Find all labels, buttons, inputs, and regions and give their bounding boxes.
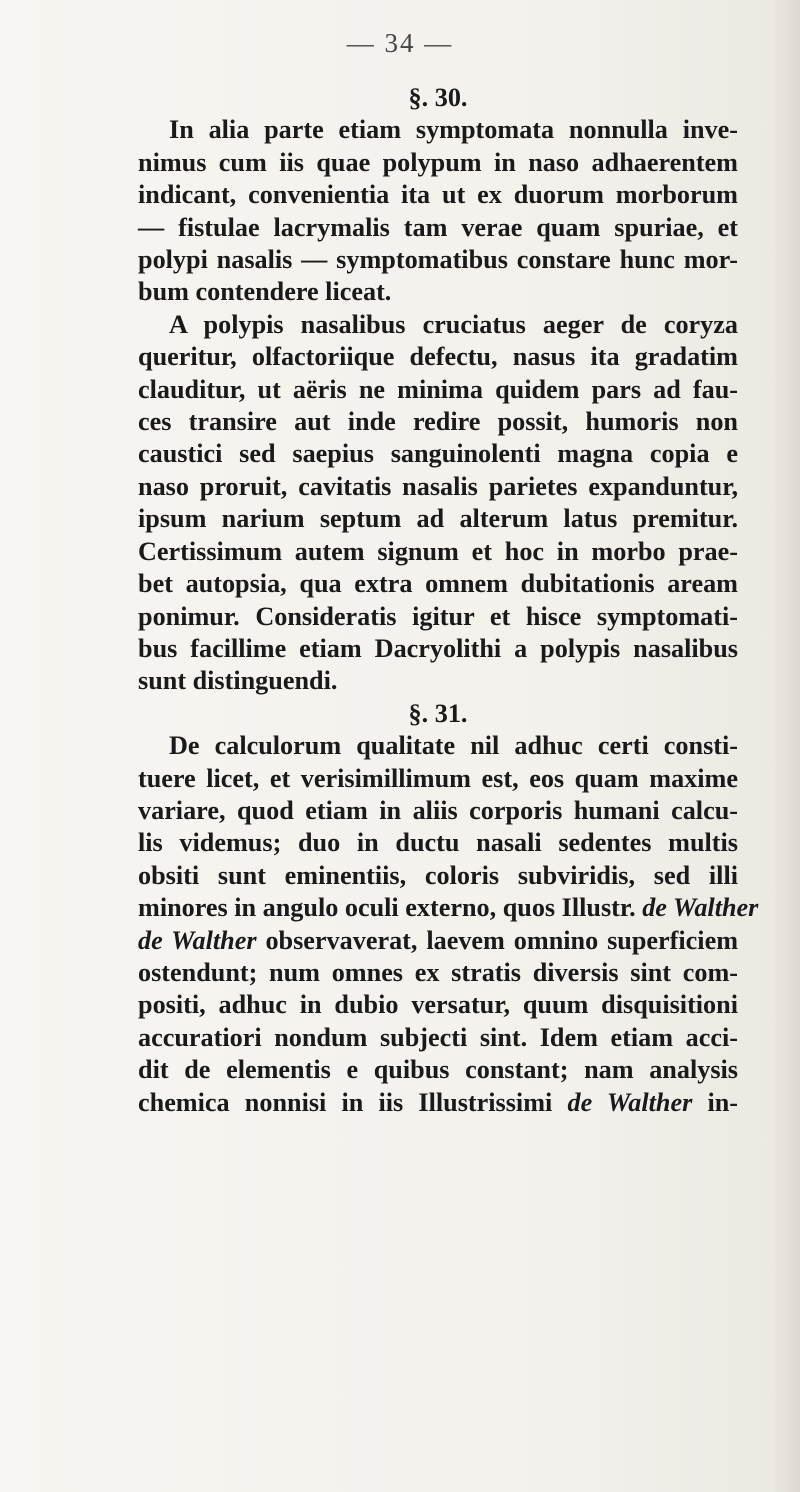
author-name: de Walther (642, 893, 759, 923)
text-line: ponimur. Consideratis igitur et hisce symptomati- (138, 601, 738, 631)
section-31-heading: §. 31. (408, 698, 468, 728)
text-line: ipsum narium septum ad alterum latus premitur. (138, 504, 738, 534)
text-line: caustici sed saepius sanguinolenti magna copia e (138, 439, 738, 469)
text-line: dit de elementis e quibus constant; nam analysis (138, 1055, 738, 1085)
text-line: polypi nasalis — symptomatibus constare hunc mor- (138, 245, 738, 275)
text-segment: chemica nonnisi in iis Illustrissimi (138, 1087, 553, 1117)
page-number: — 34 — (346, 28, 454, 58)
text-line: bet autopsia, qua extra omnem dubitationis aream (138, 569, 738, 599)
text-line: A polypis nasalibus cruciatus aeger de coryza (169, 309, 738, 339)
text-line: naso proruit, cavitatis nasalis parietes expanduntur, (138, 471, 738, 501)
text-line-with-name (138, 892, 759, 924)
text-line: lis videmus; duo in ductu nasali sedentes multis (138, 828, 738, 858)
body-text (138, 82, 759, 1119)
author-name: de Walther (567, 1087, 693, 1117)
text-line: bus facillime etiam Dacryolithi a polypis nasalibus (138, 633, 738, 663)
text-line: nimus cum iis quae polypum in naso adhaerentem (138, 147, 738, 177)
text-line: bum contendere liceat. (138, 277, 392, 307)
text-line: positi, adhuc in dubio versatur, quum disquisitioni (138, 990, 738, 1020)
section-30-heading: §. 30. (408, 83, 468, 112)
text-line: queritur, olfactoriique defectu, nasus ita gradatim (138, 342, 738, 372)
text-line: clauditur, ut aëris ne minima quidem pars ad fau- (138, 374, 738, 404)
text-line: indicant, convenientia ita ut ex duorum morborum (138, 180, 738, 210)
text-segment: minores in angulo oculi externo, quos Illustr. (138, 893, 636, 923)
text-line: ostendunt; num omnes ex stratis diversis sint com- (138, 957, 738, 987)
text-line: Certissimum autem signum et hoc in morbo prae- (138, 536, 738, 566)
text-line: variare, quod etiam in aliis corporis humani calcu- (138, 795, 738, 825)
text-line-with-name (138, 925, 738, 957)
text-line: accuratiori nondum subjecti sint. Idem etiam acci- (138, 1022, 738, 1052)
page-edge-shadow (772, 0, 800, 1492)
text-segment: observaverat, laevem omnino superficiem (265, 925, 739, 955)
text-line: De calculorum qualitate nil adhuc certi consti- (169, 731, 738, 761)
text-segment: in- (707, 1087, 739, 1117)
text-line: ces transire aut inde redire possit, humoris non (138, 407, 738, 437)
text-line: obsiti sunt eminentiis, coloris subviridis, sed illi (138, 860, 738, 890)
text-line: In alia parte etiam symptomata nonnulla inve- (169, 115, 738, 145)
text-line: — fistulae lacrymalis tam verae quam spuriae, et (138, 212, 738, 242)
text-line-with-name (138, 1087, 738, 1119)
text-line: sunt distinguendi. (138, 666, 338, 696)
text-line: tuere licet, et verisimillimum est, eos quam maxime (138, 763, 738, 793)
author-name: de Walther (138, 925, 257, 955)
